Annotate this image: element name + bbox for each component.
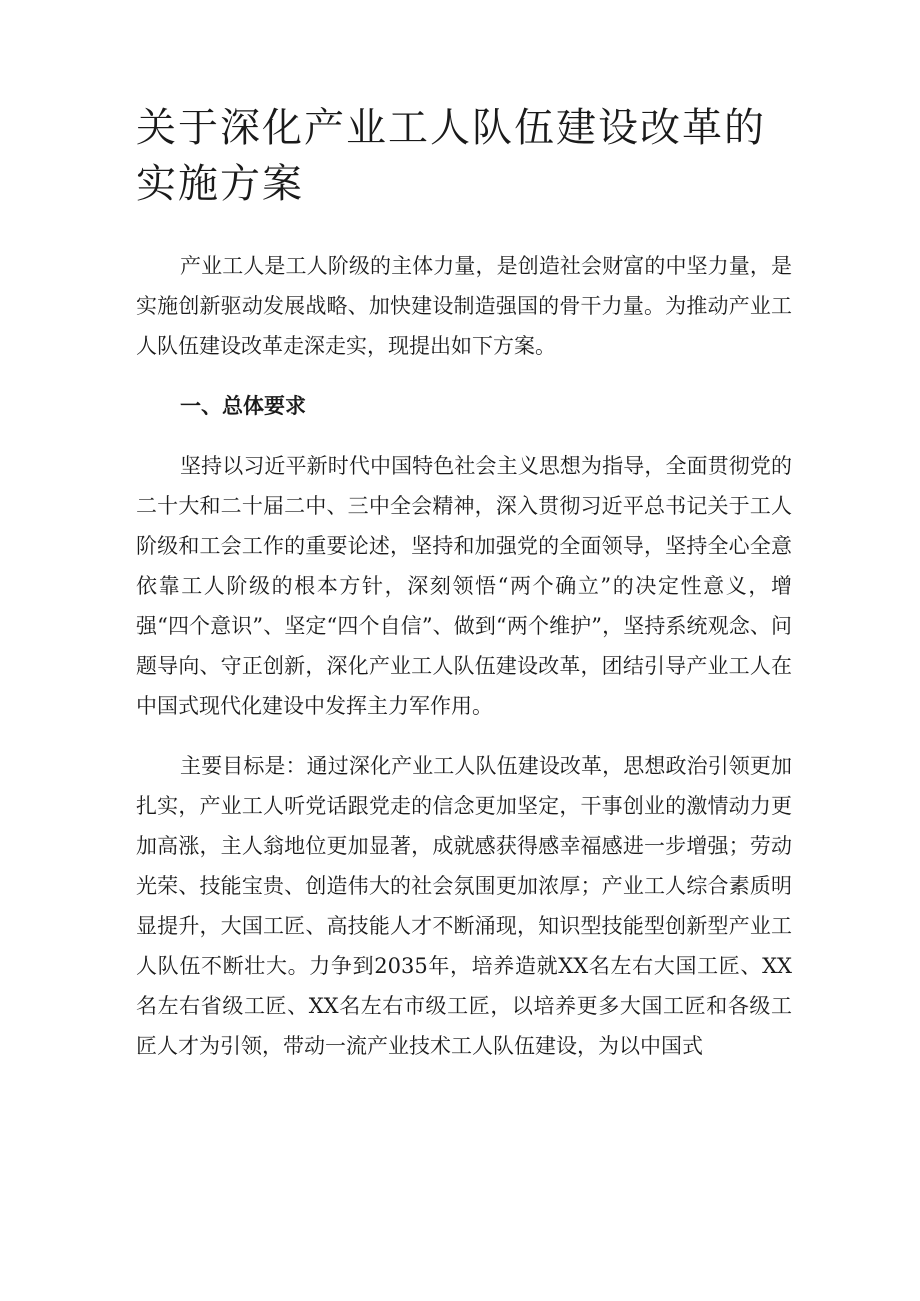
goals-paragraph: 主要目标是：通过深化产业工人队伍建设改革，思想政治引领更加扎实，产业工人听党话跟党走的信念更加坚定，干事创业的激情动力更加高涨，主人翁地位更加显著，成就感获得感幸福感进一步增强；劳动光荣、技能宝贵、创造伟大的社会氛围更加浓厚；产业工人综合素质明显提升，大国工匠、高技能人才不断涌现，知识型技能型创新型产业工人队伍不断壮大。力争到2035年，培养造就XX名左右大国工匠、XX名左右省级工匠、XX名左右市级工匠，以培养更多大国工匠和各级工匠人才为引领，带动一流产业技术工人队伍建设，为以中国式 <box>136 754 792 1058</box>
intro-paragraph: 产业工人是工人阶级的主体力量，是创造社会财富的中坚力量，是实施创新驱动发展战略、加快建设制造强国的骨干力量。为推动产业工人队伍建设改革走深走实，现提出如下方案。 <box>136 254 792 358</box>
document-title: 关于深化产业工人队伍建设改革的实施方案 <box>136 105 766 207</box>
guideline-paragraph: 坚持以习近平新时代中国特色社会主义思想为指导，全面贯彻党的二十大和二十届二中、三中全会精神，深入贯彻习近平总书记关于工人阶级和工会工作的重要论述，坚持和加强党的全面领导，坚持全心全意依靠工人阶级的根本方针，深刻领悟“两个确立”的决定性意义，增强“四个意识”、坚定“四个自信”、做到“两个维护”，坚持系统观念、问题导向、守正创新，深化产业工人队伍建设改革，团结引导产业工人在中国式现代化建设中发挥主力军作用。 <box>136 454 792 718</box>
section-heading-general-requirements: 一、总体要求 <box>180 394 306 418</box>
document-body <box>136 246 792 1086</box>
